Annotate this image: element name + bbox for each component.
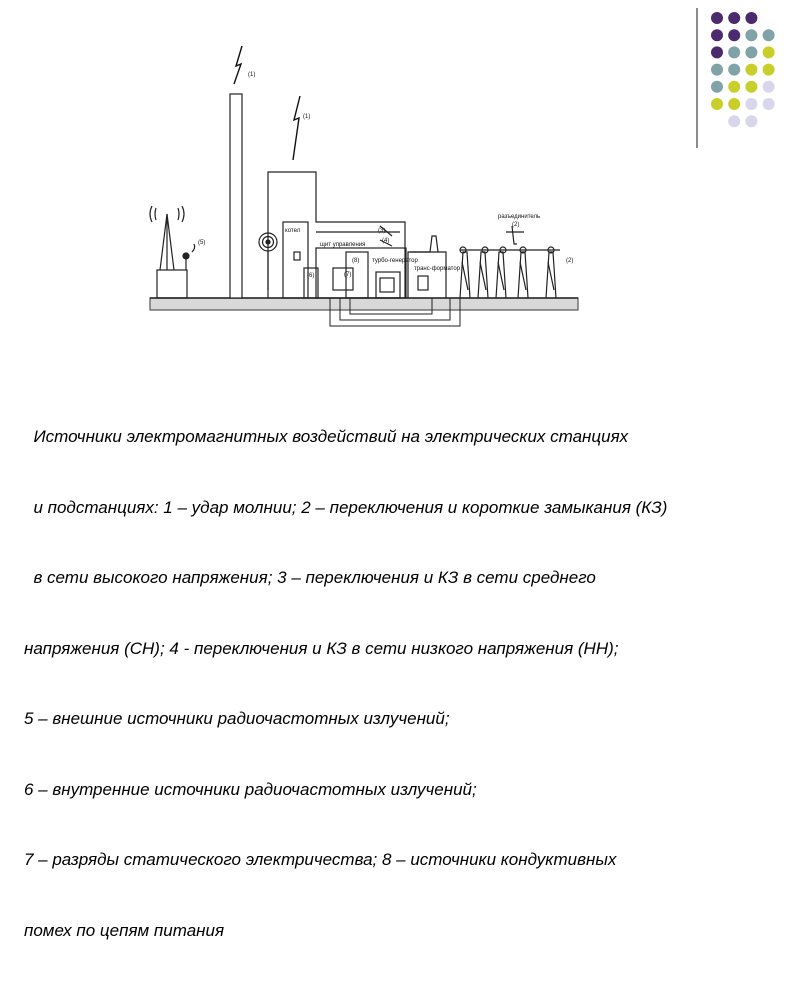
label-shchit: щит управления: [320, 242, 366, 248]
label-1b: (1): [303, 114, 311, 120]
decorative-dot: [728, 81, 740, 93]
switchyard: [460, 226, 560, 298]
decorative-dot: [763, 29, 775, 41]
label-4: (4): [382, 238, 390, 244]
lightning-bolt-icon: [234, 46, 242, 84]
caption-line: в сети высокого напряжения; 3 – переключения и КЗ в сети среднего: [24, 568, 596, 587]
decorative-dot: [745, 81, 757, 93]
power-station-diagram: [140, 38, 600, 338]
decorative-dot: [728, 12, 740, 24]
caption-line: и подстанциях: 1 – удар молнии; 2 – переключения и короткие замыкания (КЗ): [24, 497, 668, 517]
label-7: (7): [344, 272, 352, 278]
label-trans: транс-форматор: [414, 266, 461, 272]
label-kotel: котел: [285, 228, 301, 234]
decorative-dot: [745, 64, 757, 76]
decorative-dot: [711, 64, 723, 76]
chimney: [230, 94, 242, 298]
label-5: (5): [198, 240, 206, 246]
lightning-bolt-icon: [293, 96, 300, 160]
caption: [24, 378, 784, 989]
decorative-dot: [745, 29, 757, 41]
label-8: (8): [352, 258, 360, 264]
decorative-dot: [728, 29, 740, 41]
radio-tower: [150, 206, 195, 298]
decorative-dot: [745, 98, 757, 110]
label-6: (6): [307, 273, 315, 279]
decorative-dot: [745, 12, 757, 24]
label-2b: (2): [566, 258, 574, 264]
caption-line: 7 – разряды статического электричества; 8 – источники кондуктивных: [24, 850, 617, 869]
main-building: [268, 172, 405, 298]
label-3: (3): [378, 228, 386, 234]
caption-line: напряжения (СН); 4 - переключения и КЗ в сети низкого напряжения (НН);: [24, 638, 619, 658]
decorative-dot: [711, 46, 723, 58]
decorative-dot: [745, 46, 757, 58]
decorative-dot: [711, 98, 723, 110]
decorative-dot: [711, 12, 723, 24]
decorative-dot: [763, 64, 775, 76]
decorative-dot: [711, 81, 723, 93]
decorative-dot: [728, 115, 740, 127]
label-2: (2): [512, 222, 520, 228]
caption-line: Источники электромагнитных воздействий на электрических станциях: [24, 427, 629, 446]
caption-line: 5 – внешние источники радиочастотных излучений;: [24, 709, 450, 728]
label-turbo: турбо-генератор: [372, 258, 418, 264]
caption-line: помех по цепям питания: [24, 920, 225, 940]
decorative-dot: [728, 46, 740, 58]
decorative-dot: [763, 46, 775, 58]
label-1: (1): [248, 72, 256, 78]
control-room: [316, 248, 406, 298]
decorative-dot: [763, 98, 775, 110]
decorative-dot: [745, 115, 757, 127]
ground: [150, 298, 578, 310]
label-razed: разъединитель: [498, 214, 541, 220]
decorative-dot: [711, 29, 723, 41]
decorative-dot: [763, 81, 775, 93]
decorative-dot: [728, 98, 740, 110]
caption-line: 6 – внутренние источники радиочастотных излучений;: [24, 779, 477, 799]
decorative-dot: [728, 64, 740, 76]
decorative-vertical-rule: [696, 8, 698, 148]
